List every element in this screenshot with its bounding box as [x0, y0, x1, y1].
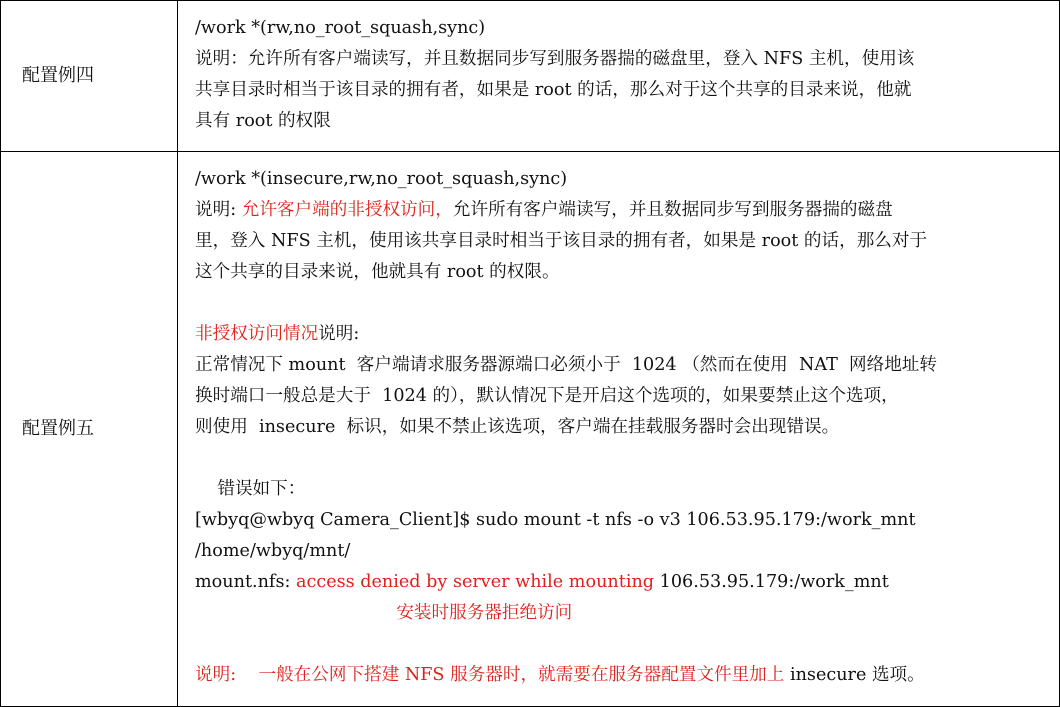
- row-content-example-4: [195, 13, 1045, 137]
- text-segment: 错误如下：: [195, 479, 306, 499]
- text-line: [195, 13, 1045, 44]
- text-line: [195, 44, 1045, 75]
- text-segment: 这个共享的目录来说，他就具有 root 的权限。: [195, 262, 560, 282]
- text-segment: /home/wbyq/mnt/: [195, 541, 351, 561]
- text-line: [195, 381, 1045, 412]
- text-segment: 共享目录时相当于该目录的拥有者，如果是 root 的话，那么对于这个共享的目录来说，他就: [195, 80, 912, 100]
- text-segment: /work *(rw,no_root_squash,sync): [195, 18, 486, 38]
- text-line: [195, 443, 1045, 474]
- text-segment: 说明：允许所有客户端读写，并且数据同步写到服务器揣的磁盘里，登入 NFS 主机，使用该: [195, 49, 915, 69]
- text-segment: 允许所有客户端读写，并且数据同步写到服务器揣的磁盘: [452, 200, 893, 220]
- text-line: [195, 164, 1045, 195]
- text-line: [195, 536, 1045, 567]
- text-line: [195, 474, 1045, 505]
- text-line: [195, 75, 1045, 106]
- table-border-top: [0, 0, 1060, 1]
- highlighted-text: access denied by server while mounting: [296, 572, 655, 592]
- text-line: [195, 660, 1045, 691]
- table-border-left: [0, 0, 1, 707]
- text-line: [195, 106, 1045, 137]
- row-label-example-5: 配置例五: [22, 418, 94, 439]
- row-label-example-4: 配置例四: [22, 65, 94, 86]
- text-line: [195, 319, 1045, 350]
- text-line: [195, 350, 1045, 381]
- text-segment: 换时端口一般总是大于 1024 的），默认情况下是开启这个选项的，如果要禁止这个选项，: [195, 386, 899, 406]
- text-segment: 里，登入 NFS 主机，使用该共享目录时相当于该目录的拥有者，如果是 root 的话，那么对于: [195, 231, 928, 251]
- text-segment: 说明:: [195, 200, 242, 220]
- text-line: [195, 567, 1045, 598]
- text-segment: /work *(insecure,rw,no_root_squash,sync): [195, 169, 568, 189]
- text-segment: mount.nfs:: [195, 572, 296, 592]
- text-segment: 正常情况下 mount 客户端请求服务器源端口必须小于 1024 （然而在使用 NAT 网络地址转: [195, 355, 937, 375]
- row-content-example-5: [195, 164, 1045, 691]
- text-segment: 106.53.95.179:/work_mnt: [654, 572, 889, 592]
- column-divider: [177, 0, 178, 707]
- text-line: [195, 257, 1045, 288]
- row-divider: [0, 151, 1060, 152]
- text-segment: insecure 选项。: [789, 665, 925, 685]
- text-segment: [wbyq@wbyq Camera_Client]$ sudo mount -t nfs -o v3 106.53.95.179:/work_mnt: [195, 510, 916, 530]
- text-segment: 具有 root 的权限: [195, 111, 331, 131]
- highlighted-text: 非授权访问情况: [195, 324, 319, 344]
- text-line: [195, 412, 1045, 443]
- highlighted-text: 允许客户端的非授权访问，: [241, 200, 453, 220]
- text-line: [195, 629, 1045, 660]
- text-segment: 则使用 insecure 标识，如果不禁止该选项，客户端在挂载服务器时会出现错误。: [195, 417, 840, 437]
- highlighted-text: 说明: 一般在公网下搭建 NFS 服务器时，就需要在服务器配置文件里加上: [195, 665, 790, 685]
- text-line: [195, 598, 1045, 629]
- highlighted-text: 安装时服务器拒绝访问: [195, 603, 573, 623]
- text-line: [195, 288, 1045, 319]
- text-line: [195, 226, 1045, 257]
- text-line: [195, 505, 1045, 536]
- text-line: [195, 195, 1045, 226]
- text-segment: 说明:: [318, 324, 360, 344]
